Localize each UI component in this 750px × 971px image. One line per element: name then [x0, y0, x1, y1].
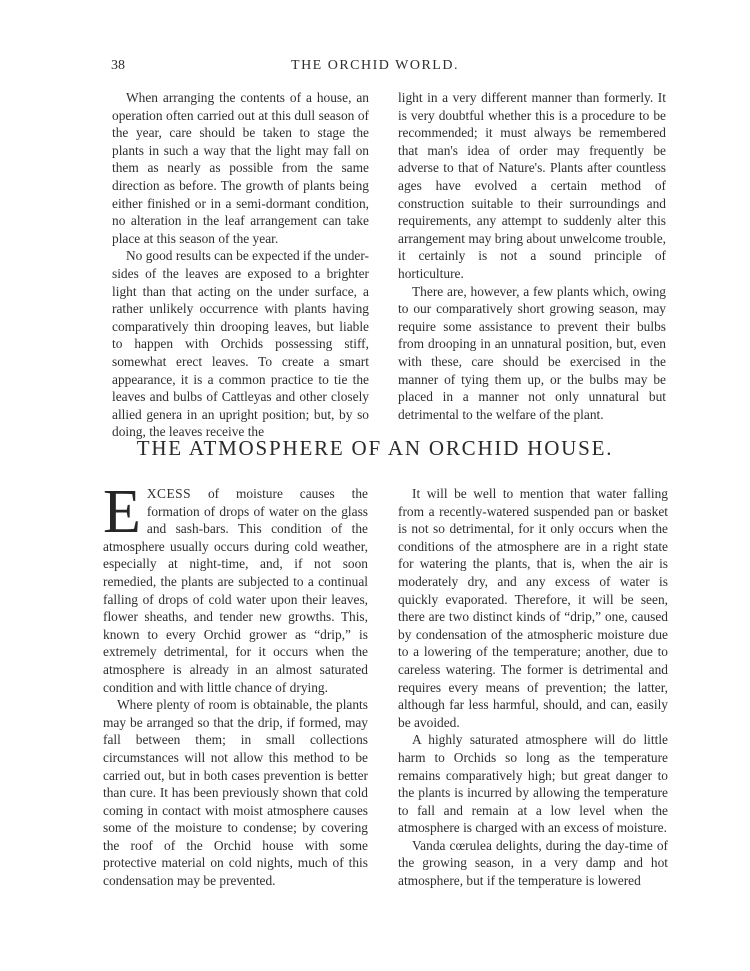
article-left-column: [103, 478, 368, 890]
paragraph: There are, however, a few plants which, owing to our comparatively short growing season, may require some assistance to prevent their bulbs from drooping in an unnatural position, but, even with these, care should be exercised in the manner of tying them up, or the bulbs may be placed in a manner not only unnatural but detrimental to the welfare of the plant.: [398, 283, 666, 422]
article-right-column: [398, 485, 668, 890]
running-head: THE ORCHID WORLD.: [291, 58, 459, 73]
paragraph: When arranging the contents of a house, an operation often carried out at this dull season of the year, care should be taken to stage the plants in such a way that the light may fall on them as nearly as possible from the same direction as before. The growth of plants being either finished or in a semi-dormant condition, no alteration in the leaf arrangement can take place at this season of the year.: [112, 90, 369, 246]
paragraph: It will be well to mention that water falling from a recently-watered suspended pan or basket is not so detrimental, for it only occurs when the conditions of the atmosphere are in a right state for watering the plants, that is, when the air is moderately dry, and any excess of water is quickly evaporated. Therefore, it will be seen, there are two distinct kinds of “drip,” one, caused by condensation of the atmospheric moisture due to a lowering of the temperature; another, due to careless watering. The former is detrimental and requires every means of prevention; the latter, although far less harmful, should, and can, easily be avoided.: [398, 486, 668, 730]
article-title: THE ATMOSPHERE OF AN ORCHID HOUSE.: [136, 436, 614, 460]
paragraph: Vanda cœrulea delights, during the day-time of the growing season, in a very damp and hot atmosphere, but if the temperature is lowered: [398, 837, 668, 889]
drop-cap: E: [103, 478, 141, 546]
paragraph: Where plenty of room is obtainable, the plants may be arranged so that the drip, if formed, may fall between them; in small collections circumstances will not allow this method to be carried out, but in both cases prevention is better than cure. It has been previously shown that cold coming in contact with moist atmosphere causes some of the moisture to condense; by covering the roof of the Orchid house with some protective material on cold nights, much of this condensation may be prevented.: [103, 697, 368, 889]
top-left-column: [112, 89, 369, 441]
top-right-column: [398, 89, 666, 423]
first-paragraph: [103, 478, 368, 696]
page-number: 38: [111, 58, 125, 73]
paragraph: light in a very different manner than formerly. It is very doubtful whether this is a procedure to be recommended; it must always be remembered that man's idea of order may frequently be adverse to that of Nature's. Plants after countless ages have evolved a certain method of construction suitable to their surroundings and requirements, any attempt to suddenly alter this arrangement may bring about unwelcome trouble, it certainly is not a sound principle of horticulture.: [398, 90, 666, 281]
lead-caps: XCESS: [146, 486, 192, 501]
paragraph: No good results can be expected if the under-sides of the leaves are exposed to a brighter light than that acting on the under surface, a rather unlikely occurrence with plants having comparatively thin drooping leaves, but liable to happen with Orchids possessing stiff, somewhat erect leaves. To create a smart appearance, it is a common practice to tie the leaves and bulbs of Cattleyas and other closely allied genera in an upright position; but, by so doing, the leaves receive the: [112, 248, 369, 440]
paragraph-text: of moisture causes the formation of drops of water on the glass and sash-bars. This condition of the atmosphere usually occurs during cold weather, especially at night-time, and, if not soon remedied, the plants are subjected to a continual falling of drops of cold water upon their leaves, flower sheaths, and tender new growths. This, known to every Orchid grower as “drip,” is extremely detrimental, for it occurs when the atmosphere is already in an almost saturated condition and with little chance of drying.: [103, 486, 368, 695]
paragraph: A highly saturated atmosphere will do little harm to Orchids so long as the temperature remains comparatively high; but great danger to the plants is incurred by allowing the temperature to fall and remain at a low level when the atmosphere is charged with an excess of moisture.: [398, 732, 668, 836]
